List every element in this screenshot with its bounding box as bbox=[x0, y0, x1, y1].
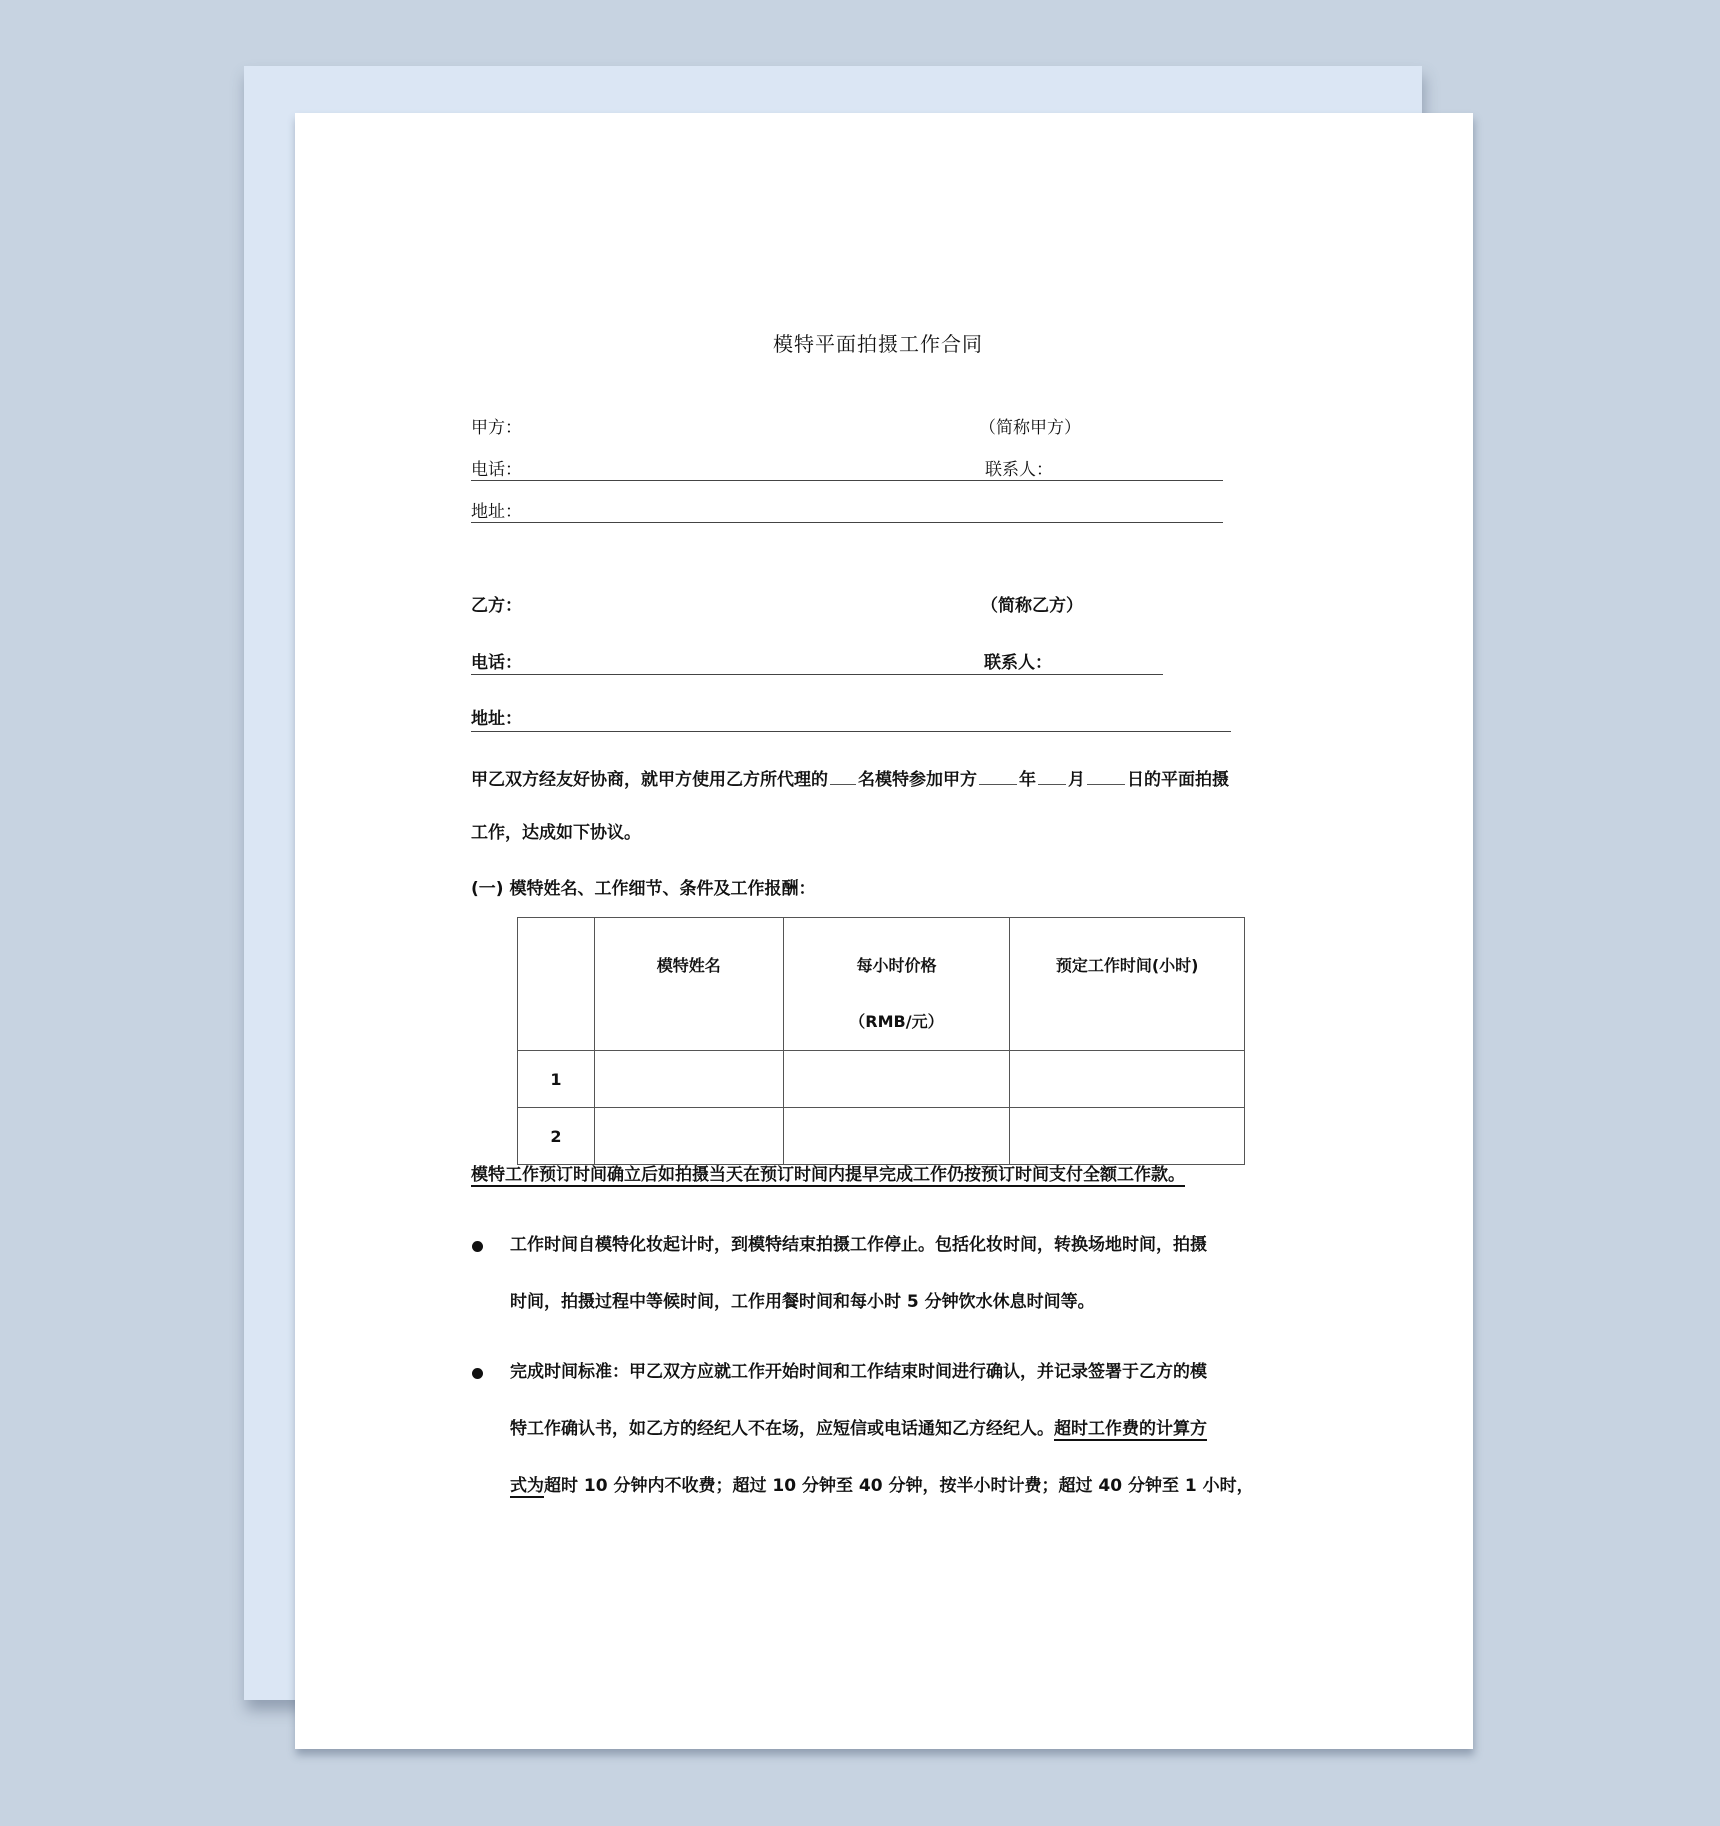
price-cell[interactable] bbox=[783, 1051, 1010, 1108]
month-field[interactable] bbox=[1038, 768, 1066, 785]
table-header-row bbox=[518, 918, 1245, 1051]
party-a-label: 甲方： bbox=[471, 418, 522, 438]
party-b-phone-label: 电话： bbox=[471, 653, 522, 673]
intro-text-2: 名模特参加甲方 bbox=[858, 770, 977, 790]
bullet-dot-icon bbox=[472, 1368, 483, 1379]
model-name-cell[interactable] bbox=[594, 1108, 783, 1165]
header-price-unit: （RMB/元） bbox=[849, 1012, 944, 1031]
models-table bbox=[517, 917, 1245, 1165]
overtime-fee-emphasis-cont: 式为 bbox=[510, 1476, 544, 1496]
party-b-phone-field[interactable] bbox=[471, 674, 1163, 675]
header-booked-hours: 预定工作时间(小时) bbox=[1010, 918, 1245, 1051]
booking-note: 模特工作预订时间确立后如拍摄当天在预订时间内提早完成工作仍按预订时间支付全额工作款。 bbox=[471, 1165, 1185, 1185]
party-b-label: 乙方： bbox=[471, 596, 522, 616]
model-name-cell[interactable] bbox=[594, 1051, 783, 1108]
document-title: 模特平面拍摄工作合同 bbox=[773, 332, 983, 356]
bullet-2-line-1: 完成时间标准：甲乙双方应就工作开始时间和工作结束时间进行确认，并记录签署于乙方的模 bbox=[510, 1362, 1207, 1382]
party-a-contact-label: 联系人： bbox=[985, 460, 1053, 480]
table-row bbox=[518, 1108, 1245, 1165]
year-label: 年 bbox=[1019, 770, 1036, 790]
row-index: 2 bbox=[518, 1108, 595, 1165]
party-a-address-label: 地址： bbox=[471, 502, 522, 522]
year-field[interactable] bbox=[979, 768, 1017, 785]
price-cell[interactable] bbox=[783, 1108, 1010, 1165]
party-b-address-field[interactable] bbox=[471, 731, 1231, 732]
hours-cell[interactable] bbox=[1010, 1108, 1245, 1165]
header-hourly-price: 每小时价格 （RMB/元） bbox=[783, 918, 1010, 1051]
bullet-dot-icon bbox=[472, 1241, 483, 1252]
row-index: 1 bbox=[518, 1051, 595, 1108]
bullet-2-line-2 bbox=[510, 1421, 1207, 1438]
party-b-short-name: （简称乙方） bbox=[981, 596, 1083, 616]
intro-text-1: 甲乙双方经友好协商，就甲方使用乙方所代理的 bbox=[471, 770, 828, 790]
model-count-field[interactable] bbox=[830, 768, 856, 785]
bullet-2-line-3-text: 超时 10 分钟内不收费；超过 10 分钟至 40 分钟，按半小时计费；超过 40 分钟至 1 小时， bbox=[544, 1476, 1254, 1496]
intro-line-1 bbox=[471, 768, 1229, 789]
party-a-short-name: （简称甲方） bbox=[979, 418, 1081, 438]
intro-line-2: 工作，达成如下协议。 bbox=[471, 823, 641, 843]
day-field[interactable] bbox=[1087, 768, 1125, 785]
party-b-address-label: 地址： bbox=[471, 709, 522, 729]
header-model-name: 模特姓名 bbox=[594, 918, 783, 1051]
overtime-fee-emphasis: 超时工作费的计算方 bbox=[1054, 1419, 1207, 1439]
document-page bbox=[295, 113, 1473, 1749]
hours-cell[interactable] bbox=[1010, 1051, 1245, 1108]
month-label: 月 bbox=[1068, 770, 1085, 790]
party-b-contact-label: 联系人： bbox=[984, 653, 1052, 673]
bullet-1-line-2: 时间，拍摄过程中等候时间，工作用餐时间和每小时 5 分钟饮水休息时间等。 bbox=[510, 1292, 1095, 1312]
header-index-cell bbox=[518, 918, 595, 1051]
section-1-heading: (一) 模特姓名、工作细节、条件及工作报酬： bbox=[471, 879, 816, 899]
bullet-2-line-3 bbox=[510, 1478, 1254, 1495]
party-a-phone-field[interactable] bbox=[471, 480, 1223, 481]
party-a-phone-label: 电话： bbox=[471, 460, 522, 480]
bullet-1-line-1: 工作时间自模特化妆起计时，到模特结束拍摄工作停止。包括化妆时间，转换场地时间，拍摄 bbox=[510, 1235, 1207, 1255]
table-row bbox=[518, 1051, 1245, 1108]
bullet-2-line-2-text: 特工作确认书，如乙方的经纪人不在场，应短信或电话通知乙方经纪人。 bbox=[510, 1419, 1054, 1439]
intro-text-3: 日的平面拍摄 bbox=[1127, 770, 1229, 790]
party-a-address-field[interactable] bbox=[471, 522, 1223, 523]
